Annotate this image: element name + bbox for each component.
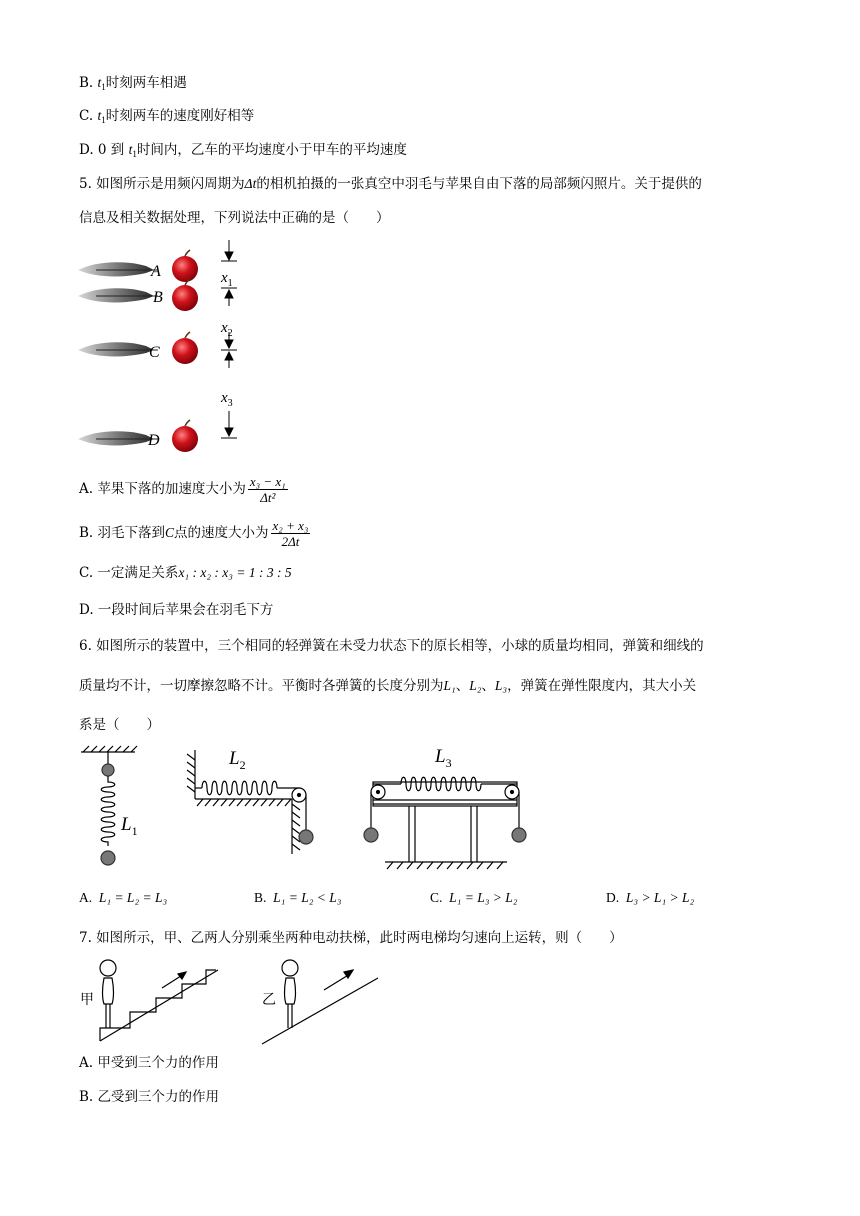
feather-icon: [78, 262, 158, 276]
option-label: D.: [606, 890, 620, 905]
q7-option-b: B. 乙受到三个力的作用: [79, 1089, 220, 1105]
q6-stem-line2: [79, 677, 696, 695]
formula: L₁ = L₂ = L₃: [98, 890, 168, 905]
option-text: 时间内，乙车的平均速度小于甲车的平均速度: [136, 142, 407, 158]
q5-figure-strobe: [76, 236, 246, 458]
point-label-d: D: [148, 432, 160, 449]
figure-3-table-spring: [364, 777, 526, 869]
feather-icon: [78, 431, 158, 445]
delta-t: Δt: [244, 176, 257, 191]
option-label: A.: [79, 890, 93, 905]
stem-text: 的相机拍摄的一张真空中羽毛与苹果自由下落的局部频闪照片。关于提供的: [256, 176, 702, 192]
stem-text: 质量均不计，一切摩擦忽略不计。平衡时各弹簧的长度分别为: [79, 678, 444, 694]
feather-icon: [78, 288, 158, 302]
x2-label: $x_2$: [221, 320, 233, 339]
q6-stem-line3: 系是（ ）: [79, 717, 160, 733]
length-symbol: L₂: [469, 678, 482, 693]
person-label-jia: 甲: [80, 993, 94, 1008]
q5-option-c: [79, 564, 292, 582]
figure-1-hanging-spring: [81, 746, 137, 865]
option-label: C.: [430, 890, 443, 905]
q7-figure-escalators: [78, 956, 388, 1048]
fraction: [248, 474, 288, 505]
option-label: B.: [79, 75, 98, 91]
denominator: Δt²: [260, 490, 276, 505]
option-text: B. 羽毛下落到: [79, 525, 166, 541]
q5-option-d: D. 一段时间后苹果会在羽毛下方: [79, 602, 274, 618]
time-subscript: 1: [101, 115, 106, 125]
x3-label: $x_3$: [221, 390, 233, 409]
stepped-escalator: [100, 970, 218, 1041]
option-text: C. 一定满足关系: [79, 565, 179, 581]
length-symbol: L₃: [494, 678, 508, 693]
fraction: [271, 518, 311, 549]
time-symbol: t: [128, 142, 133, 157]
formula: L₁ = L₃ > L₂: [449, 890, 518, 905]
time-subscript: 1: [101, 82, 106, 92]
time-symbol: t: [97, 108, 102, 123]
option-text: A. 苹果下落的加速度大小为: [79, 481, 246, 497]
option-label: D. 0 到: [79, 142, 129, 158]
q5-option-a: [79, 474, 288, 505]
label-l3: $L_3$: [435, 746, 452, 770]
q4-option-d: [79, 141, 407, 163]
label-l1: $L_1$: [121, 814, 138, 838]
option-label: C.: [79, 108, 98, 124]
option-label: B.: [254, 890, 267, 905]
point-label-a: A: [151, 263, 161, 280]
q6-figure-springs: [79, 742, 539, 872]
q7-option-a: A. 甲受到三个力的作用: [79, 1055, 219, 1071]
feather-icon: [78, 342, 158, 356]
formula: L₁ = L₂ < L₃: [273, 890, 342, 905]
point-label-b: B: [153, 289, 163, 306]
figure-2-corner-spring: [187, 750, 313, 854]
flat-escalator: [262, 970, 378, 1044]
option-text: 点的速度大小为: [174, 525, 269, 541]
separator: 、: [455, 678, 470, 694]
formula: L₃ > L₁ > L₂: [625, 890, 695, 905]
stem-text: ，弹簧在弹性限度内，其大小关: [507, 678, 697, 694]
stem-text: 5. 如图所示是用频闪周期为: [79, 176, 245, 192]
point-label-c: C: [149, 344, 160, 361]
apple-icon: [172, 332, 198, 364]
q5-stem-line2: 信息及相关数据处理，下列说法中正确的是（ ）: [79, 210, 390, 226]
person-label-yi: 乙: [262, 993, 276, 1008]
person-icon: [282, 960, 298, 1028]
separator: 、: [481, 678, 495, 694]
q6-option-a: [79, 889, 167, 907]
q7-stem: 7. 如图所示，甲、乙两人分别乘坐两种电动扶梯，此时两电梯均匀速向上运转，则（ ）: [79, 930, 623, 946]
option-text: 时刻两车的速度刚好相等: [105, 108, 255, 124]
q6-option-b: [254, 889, 341, 907]
q4-option-b: [79, 74, 187, 96]
q4-option-c: [79, 107, 254, 129]
point-symbol: C: [165, 525, 175, 540]
q5-option-b: [79, 518, 310, 549]
option-text: 时刻两车相遇: [105, 75, 187, 91]
numerator: x₂ + x₃: [272, 518, 309, 533]
formula: x₁ : x₂ : x₃ = 1 : 3 : 5: [178, 565, 292, 580]
numerator: x₃ − x₁: [249, 474, 286, 489]
q6-option-d: [606, 889, 694, 907]
q6-stem-line1: 6. 如图所示的装置中，三个相同的轻弹簧在未受力状态下的原长相等，小球的质量均相同，弹簧和细线的: [79, 638, 704, 654]
apple-icon: [172, 420, 198, 452]
person-icon: [100, 960, 116, 1028]
x1-label: $x_1$: [221, 270, 233, 289]
q5-stem-line1: [79, 175, 702, 193]
denominator: 2Δt: [281, 534, 300, 549]
q6-option-c: [430, 889, 517, 907]
length-symbol: L₁: [443, 678, 456, 693]
time-subscript: 1: [132, 149, 137, 159]
label-l2: $L_2$: [229, 748, 246, 772]
apple-icon: [172, 250, 198, 282]
apple-icon: [172, 279, 198, 311]
time-symbol: t: [97, 75, 102, 90]
